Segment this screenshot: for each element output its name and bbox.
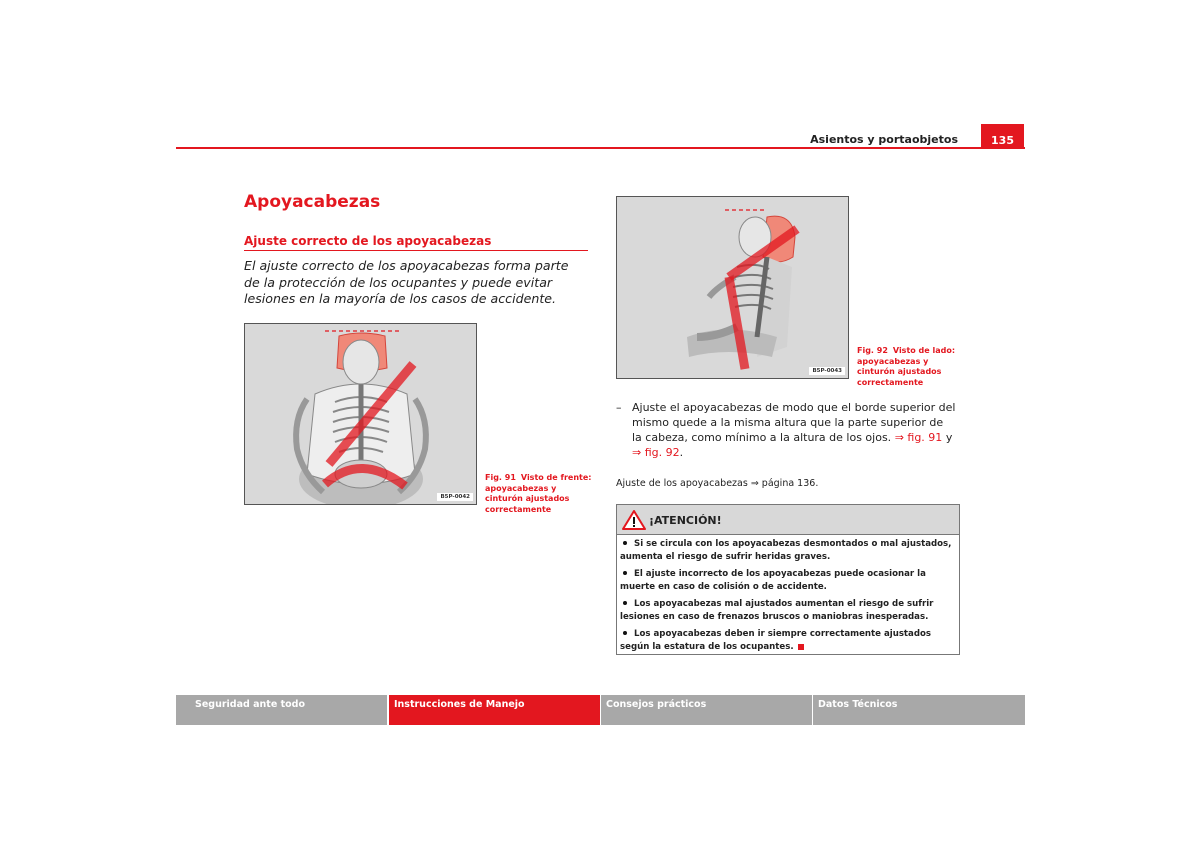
fig-91-link[interactable]: ⇒ fig. 91 [894, 431, 943, 444]
footer-tab-safety[interactable] [176, 695, 387, 725]
bullet-icon [623, 541, 627, 545]
header-rule [176, 147, 1025, 149]
caption-text: Visto de lado: apoyacabezas y cinturón ajustados correctamente [857, 346, 956, 387]
end-of-section-icon [798, 644, 804, 650]
figure-91 [244, 323, 477, 505]
warning-item [620, 598, 956, 624]
footer-tab-technical[interactable] [813, 695, 1025, 725]
figure-92 [616, 196, 849, 379]
figure-code: B5P-0042 [437, 493, 473, 501]
footer-tab-label: Consejos prácticos [606, 699, 707, 710]
warning-list [617, 535, 959, 654]
subsection-title: Ajuste correcto de los apoyacabezas [244, 234, 492, 248]
list-dash: – [616, 401, 622, 414]
joiner-text: y [945, 431, 953, 444]
instruction-text: Ajuste el apoyacabezas de modo que el borde superior del mismo quede a la misma altura que la parte superior de la cabeza, como mínimo a la altura de los ojos. [632, 401, 956, 444]
side-view-illustration [617, 197, 849, 379]
intro-paragraph: El ajuste correcto de los apoyacabezas forma parte de la protección de los ocupantes y puede evitar lesiones en la mayoría de los casos de accidente. [244, 258, 569, 306]
warning-item [620, 538, 956, 564]
figure-91-caption [485, 473, 595, 515]
front-view-illustration [245, 324, 477, 505]
instruction-body [616, 400, 956, 460]
warning-header [617, 505, 959, 535]
figure-label: Fig. 92 [857, 346, 888, 355]
fig-92-link[interactable]: ⇒ fig. 92 [632, 446, 680, 459]
warning-triangle-icon [621, 509, 647, 531]
end-period: . [679, 446, 684, 459]
warning-text: Si se circula con los apoyacabezas desmontados o mal ajustados, aumenta el riesgo de sufrir heridas graves. [620, 539, 952, 562]
footer-tab-tips[interactable] [601, 695, 812, 725]
warning-text: El ajuste incorrecto de los apoyacabezas puede ocasionar la muerte en caso de colisión o de accidente. [620, 569, 926, 592]
warning-text: Los apoyacabezas mal ajustados aumentan el riesgo de sufrir lesiones en caso de frenazos bruscos o maniobras inesperadas. [620, 599, 934, 622]
footer-tab-operation[interactable] [389, 695, 600, 725]
instruction-step [616, 400, 956, 460]
caption-text: Visto de frente: apoyacabezas y cinturón ajustados correctamente [485, 473, 592, 514]
bullet-icon [623, 601, 627, 605]
footer-tab-label: Instrucciones de Manejo [394, 699, 525, 710]
warning-title: ¡ATENCIÓN! [649, 514, 722, 527]
see-also-reference: Ajuste de los apoyacabezas ⇒ página 136. [616, 478, 819, 489]
footer-tab-label: Seguridad ante todo [195, 699, 305, 710]
header-title: Asientos y portaobjetos [810, 133, 958, 146]
figure-label: Fig. 91 [485, 473, 516, 482]
figure-92-caption [857, 346, 967, 388]
bullet-icon [623, 631, 627, 635]
subsection-rule [244, 250, 588, 251]
warning-item [620, 568, 956, 594]
warning-box [616, 504, 960, 655]
warning-item [620, 628, 956, 654]
bullet-icon [623, 571, 627, 575]
section-title: Apoyacabezas [244, 192, 381, 212]
footer-tab-label: Datos Técnicos [818, 699, 898, 710]
page-number: 135 [981, 124, 1024, 148]
warning-text: Los apoyacabezas deben ir siempre correctamente ajustados según la estatura de los ocupantes. [620, 629, 932, 652]
figure-code: B5P-0043 [809, 367, 845, 375]
